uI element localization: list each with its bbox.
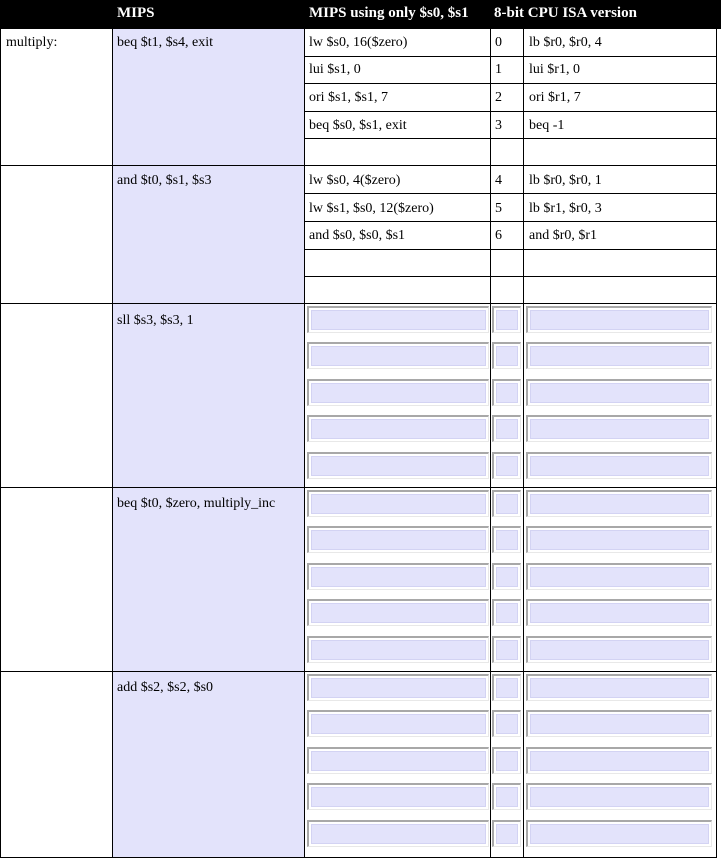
isa-input[interactable] xyxy=(526,490,712,517)
header-mips-only: MIPS using only $s0, $s1 xyxy=(309,5,469,21)
input-fill xyxy=(530,456,709,476)
mips-only-input[interactable] xyxy=(307,342,489,369)
instruction-number-input[interactable] xyxy=(492,526,521,553)
input-fill xyxy=(496,787,518,807)
isa-instruction: beq -1 xyxy=(529,118,565,133)
grid-line xyxy=(112,29,113,858)
input-fill xyxy=(311,494,486,514)
mips-only-input[interactable] xyxy=(307,563,489,590)
input-fill xyxy=(311,383,486,403)
mips-only-input[interactable] xyxy=(307,526,489,553)
instruction-number: 1 xyxy=(495,62,502,77)
instruction-number-input[interactable] xyxy=(492,452,521,479)
mips-only-instruction: lw $s0, 4($zero) xyxy=(309,173,401,188)
isa-input[interactable] xyxy=(526,783,712,810)
input-fill xyxy=(496,751,518,771)
instruction-number: 5 xyxy=(495,201,502,216)
grid-line xyxy=(0,487,717,488)
input-fill xyxy=(530,530,709,550)
mips-only-input[interactable] xyxy=(307,415,489,442)
input-fill xyxy=(530,494,709,514)
grid-line xyxy=(304,138,717,139)
instruction-number: 2 xyxy=(495,90,502,105)
isa-input[interactable] xyxy=(526,379,712,406)
isa-input[interactable] xyxy=(526,342,712,369)
mips-instruction: sll $s3, $s3, 1 xyxy=(117,313,194,328)
instruction-number-input[interactable] xyxy=(492,599,521,626)
grid-line xyxy=(0,671,717,672)
instruction-number-input[interactable] xyxy=(492,306,521,333)
isa-input[interactable] xyxy=(526,599,712,626)
isa-input[interactable] xyxy=(526,526,712,553)
input-fill xyxy=(530,346,709,366)
input-fill xyxy=(311,787,486,807)
mips-only-input[interactable] xyxy=(307,820,489,847)
input-fill xyxy=(311,678,486,698)
input-fill xyxy=(530,640,709,660)
isa-input[interactable] xyxy=(526,710,712,737)
input-fill xyxy=(496,640,518,660)
isa-input[interactable] xyxy=(526,415,712,442)
grid-line xyxy=(0,857,717,858)
instruction-number-input[interactable] xyxy=(492,490,521,517)
mips-instruction: beq $t0, $zero, multiply_inc xyxy=(117,496,276,511)
input-fill xyxy=(496,346,518,366)
input-fill xyxy=(311,603,486,623)
mips-only-instruction: lui $s1, 0 xyxy=(309,62,361,77)
input-fill xyxy=(530,714,709,734)
input-fill xyxy=(311,456,486,476)
grid-line xyxy=(0,165,717,166)
instruction-number: 0 xyxy=(495,35,502,50)
input-fill xyxy=(530,310,709,330)
grid-line xyxy=(304,83,717,84)
mips-only-instruction: beq $s0, $s1, exit xyxy=(309,118,407,133)
isa-input[interactable] xyxy=(526,820,712,847)
instruction-number: 3 xyxy=(495,118,502,133)
isa-instruction: lb $r0, $r0, 1 xyxy=(529,173,602,188)
input-fill xyxy=(530,678,709,698)
mips-only-input[interactable] xyxy=(307,452,489,479)
input-fill xyxy=(530,567,709,587)
grid-line xyxy=(304,193,717,194)
mips-only-instruction: ori $s1, $s1, 7 xyxy=(309,90,388,105)
isa-instruction: lui $r1, 0 xyxy=(529,62,580,77)
mips-cell xyxy=(113,488,304,671)
mips-cell xyxy=(113,672,304,858)
instruction-number-input[interactable] xyxy=(492,563,521,590)
mips-only-input[interactable] xyxy=(307,747,489,774)
instruction-number-input[interactable] xyxy=(492,783,521,810)
header-mips: MIPS xyxy=(117,5,155,21)
mips-instruction: add $s2, $s2, $s0 xyxy=(117,680,214,695)
input-fill xyxy=(311,346,486,366)
instruction-number: 4 xyxy=(495,173,502,188)
mips-instruction: beq $t1, $s4, exit xyxy=(117,35,214,50)
mips-only-input[interactable] xyxy=(307,379,489,406)
mips-only-instruction: and $s0, $s0, $s1 xyxy=(309,228,406,243)
header-isa: 8-bit CPU ISA version xyxy=(494,5,637,21)
grid-line xyxy=(304,111,717,112)
grid-line xyxy=(0,303,717,304)
input-fill xyxy=(311,714,486,734)
input-fill xyxy=(496,678,518,698)
input-fill xyxy=(530,751,709,771)
mips-only-input[interactable] xyxy=(307,674,489,701)
input-fill xyxy=(496,530,518,550)
grid-line xyxy=(490,29,491,858)
mips-only-instruction: lw $s0, 16($zero) xyxy=(309,35,408,50)
input-fill xyxy=(530,419,709,439)
grid-line xyxy=(716,29,717,858)
input-fill xyxy=(311,419,486,439)
instruction-number-input[interactable] xyxy=(492,636,521,663)
isa-instruction: ori $r1, 7 xyxy=(529,90,581,105)
instruction-number-input[interactable] xyxy=(492,342,521,369)
input-fill xyxy=(496,603,518,623)
grid-line xyxy=(304,221,717,222)
instruction-number-input[interactable] xyxy=(492,747,521,774)
mips-only-input[interactable] xyxy=(307,306,489,333)
input-fill xyxy=(311,640,486,660)
isa-input[interactable] xyxy=(526,636,712,663)
grid-line xyxy=(304,56,717,57)
input-fill xyxy=(311,567,486,587)
grid-line xyxy=(523,29,524,858)
input-fill xyxy=(530,824,709,844)
input-fill xyxy=(530,383,709,403)
input-fill xyxy=(496,456,518,476)
isa-input[interactable] xyxy=(526,306,712,333)
instruction-number: 6 xyxy=(495,228,502,243)
isa-input[interactable] xyxy=(526,674,712,701)
mips-only-input[interactable] xyxy=(307,636,489,663)
mips-cell xyxy=(113,304,304,487)
instruction-number-input[interactable] xyxy=(492,674,521,701)
isa-instruction: and $r0, $r1 xyxy=(529,228,598,243)
instruction-number-input[interactable] xyxy=(492,379,521,406)
input-fill xyxy=(311,530,486,550)
input-fill xyxy=(311,824,486,844)
input-fill xyxy=(311,310,486,330)
instruction-number-input[interactable] xyxy=(492,820,521,847)
mips-only-input[interactable] xyxy=(307,710,489,737)
grid-line xyxy=(304,249,717,250)
isa-input[interactable] xyxy=(526,452,712,479)
instruction-number-input[interactable] xyxy=(492,710,521,737)
input-fill xyxy=(496,383,518,403)
isa-input[interactable] xyxy=(526,563,712,590)
row-label: multiply: xyxy=(6,35,58,50)
mips-only-input[interactable] xyxy=(307,783,489,810)
input-fill xyxy=(311,751,486,771)
input-fill xyxy=(496,824,518,844)
mips-only-instruction: lw $s1, $s0, 12($zero) xyxy=(309,201,434,216)
mips-only-input[interactable] xyxy=(307,599,489,626)
input-fill xyxy=(530,603,709,623)
isa-input[interactable] xyxy=(526,747,712,774)
mips-only-input[interactable] xyxy=(307,490,489,517)
input-fill xyxy=(496,494,518,514)
mips-instruction: and $t0, $s1, $s3 xyxy=(117,173,212,188)
input-fill xyxy=(496,567,518,587)
grid-line xyxy=(0,29,1,858)
input-fill xyxy=(530,787,709,807)
instruction-number-input[interactable] xyxy=(492,415,521,442)
grid-line xyxy=(304,276,717,277)
input-fill xyxy=(496,714,518,734)
input-fill xyxy=(496,419,518,439)
isa-instruction: lb $r1, $r0, 3 xyxy=(529,201,602,216)
isa-instruction: lb $r0, $r0, 4 xyxy=(529,35,602,50)
grid-line xyxy=(304,29,305,858)
input-fill xyxy=(496,310,518,330)
